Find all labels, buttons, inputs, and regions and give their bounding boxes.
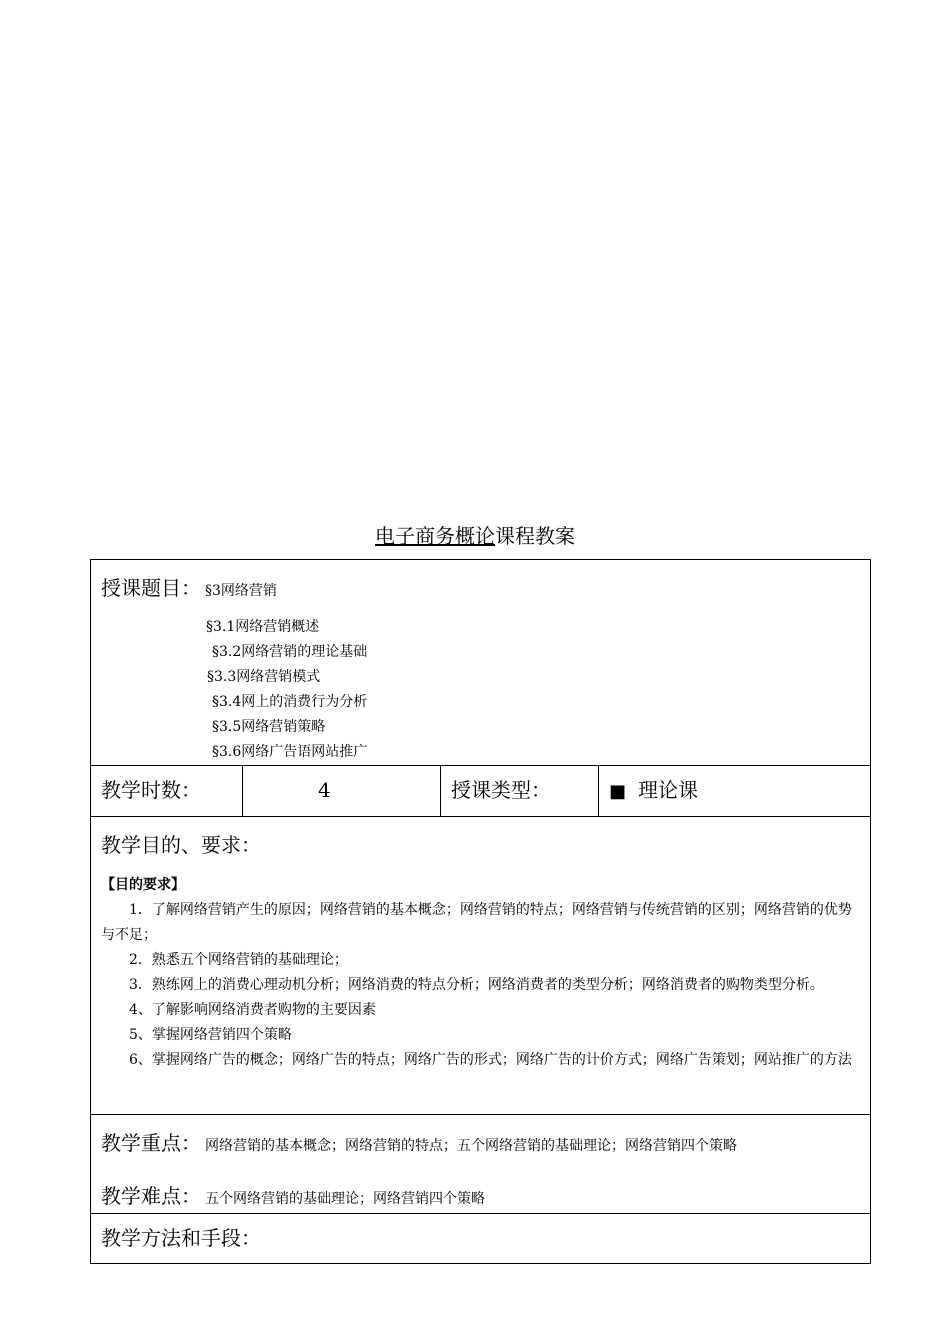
- goals-row: [91, 817, 871, 1115]
- subsection-item: §3.5网络营销策略: [212, 719, 326, 735]
- goal-item: 6、掌握网络广告的概念；网络广告的特点；网络广告的形式；网络广告的计价方式；网络广告策划；网站推广的方法: [129, 1052, 852, 1068]
- hours-value: 4: [318, 778, 331, 802]
- hours-value-cell: [243, 766, 441, 817]
- goals-content: [101, 873, 860, 1073]
- topic-label: 授课题目：: [101, 576, 201, 600]
- difficulties-value: 五个网络营销的基础理论；网络营销四个策略: [205, 1191, 485, 1207]
- hours-row: [91, 766, 871, 817]
- title-underlined: 电子商务概论: [375, 524, 495, 548]
- lesson-plan-table: [90, 559, 871, 1264]
- goals-label: 教学目的、要求：: [101, 833, 261, 857]
- key-points-cell: [91, 1115, 871, 1214]
- goal-item: 4、了解影响网络消费者购物的主要因素: [129, 1002, 376, 1018]
- type-value-cell: [599, 766, 871, 817]
- difficulties-label: 教学难点：: [101, 1184, 201, 1208]
- goals-heading: 【目的要求】: [101, 877, 185, 893]
- type-label-cell: [441, 766, 599, 817]
- document-title: [0, 522, 950, 550]
- key-points-label: 教学重点：: [101, 1131, 201, 1155]
- topic-header: [101, 574, 870, 605]
- title-rest: 课程教案: [495, 524, 575, 548]
- goal-item: 5、掌握网络营销四个策略: [129, 1027, 292, 1043]
- difficulties: [101, 1182, 870, 1213]
- subsection-list: [91, 615, 870, 765]
- subsection-item: §3.1网络营销概述: [206, 619, 320, 635]
- key-points: [101, 1129, 870, 1160]
- type-label: 授课类型：: [451, 778, 551, 802]
- hours-label-cell: [91, 766, 243, 817]
- filled-square-icon: ■: [609, 781, 627, 802]
- goals-cell: [91, 817, 871, 1115]
- methods-label: 教学方法和手段：: [101, 1226, 261, 1250]
- subsection-item: §3.3网络营销模式: [207, 669, 321, 685]
- key-points-value: 网络营销的基本概念；网络营销的特点；五个网络营销的基础理论；网络营销四个策略: [205, 1138, 737, 1154]
- methods-cell: [91, 1214, 871, 1264]
- subsection-item: §3.6网络广告语网站推广: [212, 744, 368, 760]
- subsection-item: §3.2网络营销的理论基础: [212, 644, 368, 660]
- methods-row: [91, 1214, 871, 1264]
- type-value: 理论课: [638, 778, 699, 802]
- goal-item: 3．熟练网上的消费心理动机分析；网络消费的特点分析；网络消费者的类型分析；网络消费者的购物类型分析。: [129, 977, 824, 993]
- hours-label: 教学时数：: [101, 778, 201, 802]
- topic-main: §3网络营销: [205, 583, 277, 599]
- goal-item: 1．了解网络营销产生的原因；网络营销的基本概念；网络营销的特点；网络营销与传统营销的区别；网络营销的优势与不足；: [101, 902, 852, 943]
- key-points-row: [91, 1115, 871, 1214]
- topic-row: [91, 560, 871, 766]
- subsection-item: §3.4网上的消费行为分析: [212, 694, 368, 710]
- goal-item: 2．熟悉五个网络营销的基础理论；: [129, 952, 348, 968]
- topic-cell: [91, 560, 871, 766]
